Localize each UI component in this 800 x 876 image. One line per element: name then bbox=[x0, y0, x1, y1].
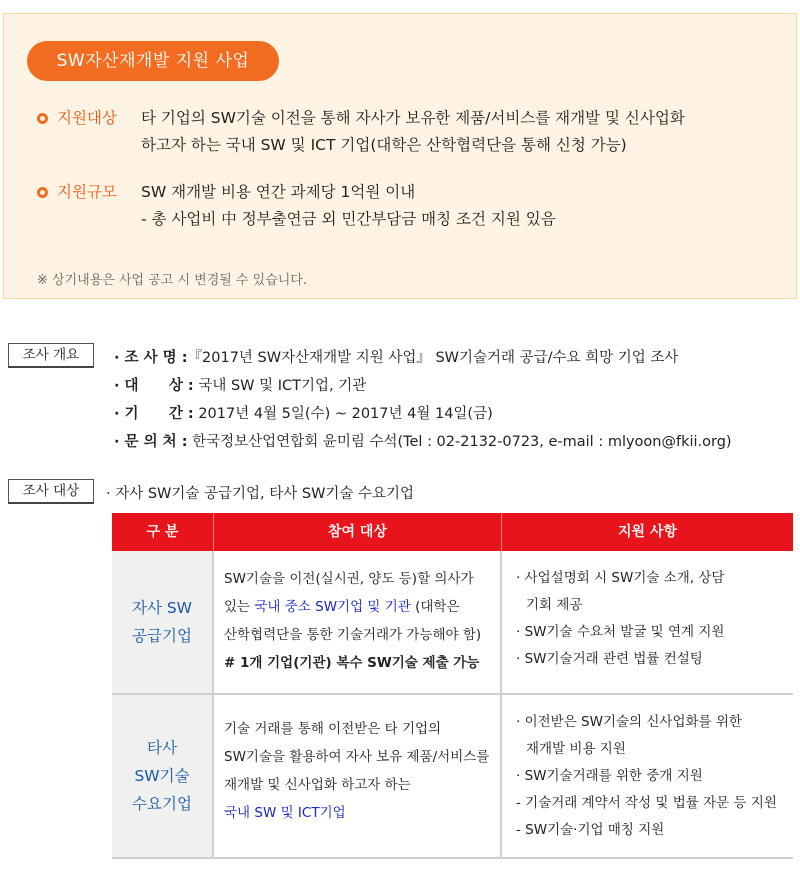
category-line: 공급기업 bbox=[132, 627, 192, 645]
support-target-text bbox=[141, 106, 685, 160]
header-participant: 참여 대상 bbox=[214, 513, 502, 551]
row-participant bbox=[214, 695, 502, 857]
support-scale-line-2: - 총 사업비 中 정부출연금 외 민간부담금 매칭 조건 지원 있음 bbox=[141, 210, 556, 228]
survey-period-key: · 기 간 : bbox=[114, 406, 194, 422]
survey-target-key: · 대 상 : bbox=[114, 378, 194, 394]
support-target-line-2: 하고자 하는 국내 SW 및 ICT 기업(대학은 산학협력단을 통해 신청 가능) bbox=[141, 136, 627, 154]
support-item: · SW기술거래를 위한 중개 지원 bbox=[516, 768, 703, 784]
participant-note: # 1개 기업(기관) 복수 SW기술 제출 가능 bbox=[224, 655, 480, 671]
ring-bullet-icon bbox=[37, 113, 48, 124]
participant-line: 재개발 및 신사업화 하고자 하는 bbox=[224, 777, 411, 793]
category-line: 타사 bbox=[147, 739, 177, 757]
row-participant bbox=[214, 551, 502, 693]
survey-contact-value: 한국정보산업연합회 윤미림 수석(Tel : 02-2132-0723, e-mail : mlyoon@fkii.org) bbox=[187, 434, 732, 450]
table-header bbox=[112, 513, 793, 551]
participant-line: SW기술을 이전(실시권, 양도 등)할 의사가 bbox=[224, 571, 474, 587]
participant-line bbox=[224, 593, 500, 621]
survey-name-key: · 조 사 명 : bbox=[114, 350, 188, 366]
table-row bbox=[112, 551, 793, 695]
target-tag: 조사 대상 bbox=[8, 479, 94, 504]
change-notice: ※ 상기내용은 사업 공고 시 변경될 수 있습니다. bbox=[37, 273, 307, 288]
support-item: 기회 제공 bbox=[526, 597, 583, 613]
participant-line: 기술 거래를 통해 이전받은 타 기업의 bbox=[224, 721, 442, 737]
row-support bbox=[502, 551, 793, 693]
participant-line: SW기술을 활용하여 자사 보유 제품/서비스를 bbox=[224, 749, 490, 765]
support-item: - SW기술·기업 매칭 지원 bbox=[516, 822, 665, 838]
participant-text: 있는 bbox=[224, 599, 255, 615]
support-target-line-1: 타 기업의 SW기술 이전을 통해 자사가 보유한 제품/서비스를 재개발 및 신사업화 bbox=[141, 109, 685, 127]
support-item: · 이전받은 SW기술의 신사업화를 위한 bbox=[516, 714, 742, 730]
participant-line: 산학협력단을 통한 기술거래가 가능해야 함) bbox=[224, 627, 482, 643]
support-target-label: 지원대상 bbox=[57, 109, 117, 127]
survey-name-value: 『2017년 SW자산재개발 지원 사업』 SW기술거래 공급/수요 희망 기업 조사 bbox=[187, 350, 679, 366]
row-category bbox=[112, 551, 214, 693]
header-category: 구 분 bbox=[112, 513, 214, 551]
program-info-box bbox=[3, 13, 797, 299]
support-item: · SW기술 수요처 발굴 및 연계 지원 bbox=[516, 624, 725, 640]
survey-name-line bbox=[114, 346, 678, 367]
participant-highlight: 국내 중소 SW기업 및 기관 bbox=[254, 599, 411, 615]
category-line: SW기술 bbox=[134, 767, 190, 785]
category-line: 자사 SW bbox=[131, 599, 193, 617]
category-line: 수요기업 bbox=[132, 795, 192, 813]
overview-tag: 조사 개요 bbox=[8, 343, 94, 368]
participant-highlight: 국내 SW 및 ICT기업 bbox=[224, 805, 346, 821]
support-item: - 기술거래 계약서 작성 및 법률 자문 등 지원 bbox=[516, 795, 777, 811]
support-table bbox=[112, 513, 793, 859]
survey-contact-key: · 문 의 처 : bbox=[114, 434, 188, 450]
survey-period-value: 2017년 4월 5일(수) ~ 2017년 4월 14일(금) bbox=[193, 406, 493, 422]
support-item: · SW기술거래 관련 법률 컨설팅 bbox=[516, 651, 703, 667]
support-item: 재개발 비용 지원 bbox=[526, 741, 626, 757]
support-scale-label: 지원규모 bbox=[57, 183, 117, 201]
survey-contact-line bbox=[114, 430, 732, 451]
survey-target-line bbox=[114, 374, 366, 395]
participant-text: (대학은 bbox=[410, 599, 460, 615]
row-support bbox=[502, 695, 793, 857]
support-scale-line-1: SW 재개발 비용 연간 과제당 1억원 이내 bbox=[141, 183, 416, 201]
support-item: · 사업설명회 시 SW기술 소개, 상담 bbox=[516, 570, 725, 586]
header-support: 지원 사항 bbox=[618, 524, 677, 540]
row-category bbox=[112, 695, 214, 857]
support-scale-text bbox=[141, 180, 556, 234]
table-row bbox=[112, 695, 793, 859]
program-title-badge: SW자산재개발 지원 사업 bbox=[27, 41, 279, 81]
survey-target-value: 국내 SW 및 ICT기업, 기관 bbox=[193, 378, 367, 394]
survey-period-line bbox=[114, 402, 493, 423]
target-description: · 자사 SW기술 공급기업, 타사 SW기술 수요기업 bbox=[106, 486, 415, 502]
ring-bullet-icon bbox=[37, 187, 48, 198]
